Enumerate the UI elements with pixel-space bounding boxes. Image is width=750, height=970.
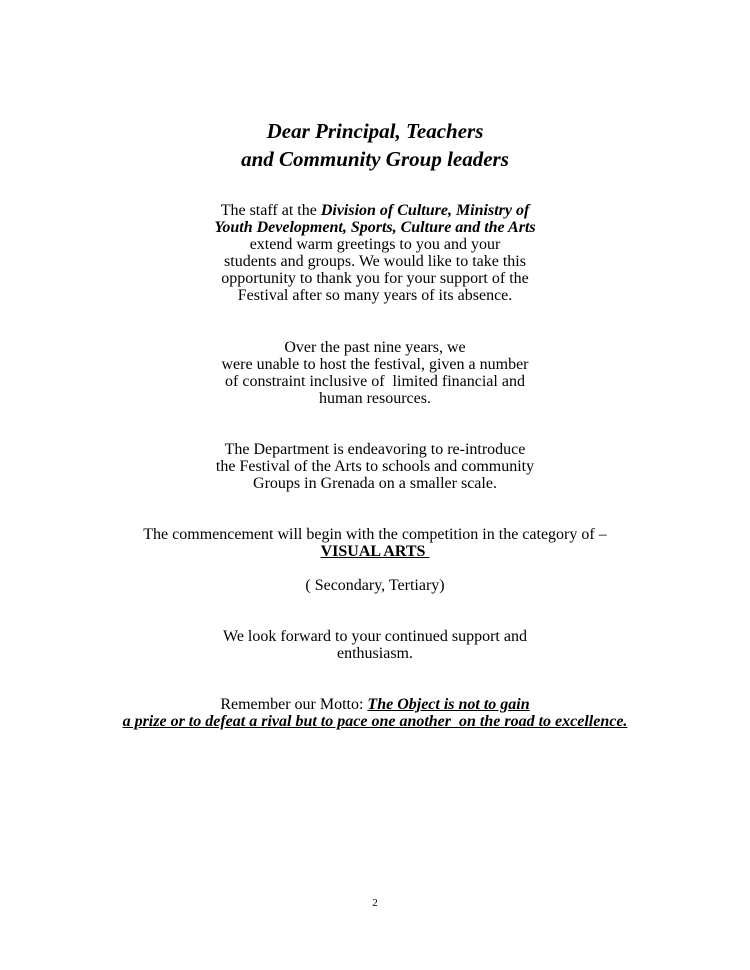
- greeting-line-5: opportunity to thank you for your support of the: [221, 270, 529, 287]
- levels-paragraph: [0, 577, 750, 594]
- motto-intro: Remember our Motto:: [220, 696, 368, 713]
- greeting-line-6: Festival after so many years of its absence.: [237, 287, 513, 304]
- motto-paragraph: [0, 696, 750, 730]
- greeting-line-4: students and groups. We would like to take this: [224, 253, 526, 270]
- levels-text: ( Secondary, Tertiary): [305, 577, 445, 594]
- organization-name-2: Youth Development, Sports, Culture and the Arts: [214, 219, 536, 236]
- reintroduce-paragraph: [0, 441, 750, 492]
- category-name: VISUAL ARTS: [320, 543, 430, 560]
- motto-text-2: a prize or to defeat a rival but to pace one another on the road to excellence.: [122, 713, 628, 730]
- motto-text-1: The Object is not to gain: [367, 696, 530, 713]
- motto-line-1: [0, 696, 750, 713]
- absence-line-1: Over the past nine years, we: [284, 339, 466, 356]
- absence-line-2: were unable to host the festival, given a number: [221, 356, 529, 373]
- absence-paragraph: [0, 339, 750, 407]
- closing-line-2: enthusiasm.: [337, 645, 413, 662]
- greeting-intro: The staff at the: [220, 202, 321, 219]
- closing-line-1: We look forward to your continued support and: [223, 628, 527, 645]
- commencement-paragraph: [0, 526, 750, 560]
- commencement-line: The commencement will begin with the competition in the category of –: [143, 526, 607, 543]
- absence-line-4: human resources.: [319, 390, 431, 407]
- salutation-line-2: and Community Group leaders: [241, 147, 509, 171]
- page-number: 2: [372, 897, 378, 909]
- absence-line-3: of constraint inclusive of limited financial and: [225, 373, 525, 390]
- reintroduce-line-2: the Festival of the Arts to schools and community: [215, 458, 535, 475]
- closing-paragraph: [0, 628, 750, 662]
- greeting-line-1: [0, 202, 750, 219]
- letter-salutation: [0, 117, 750, 173]
- salutation-line-1: Dear Principal, Teachers: [266, 119, 484, 143]
- greeting-line-3: extend warm greetings to you and your: [249, 236, 501, 253]
- organization-name-1: Division of Culture, Ministry of: [320, 202, 530, 219]
- reintroduce-line-3: Groups in Grenada on a smaller scale.: [253, 475, 497, 492]
- greeting-paragraph: [0, 202, 750, 304]
- reintroduce-line-1: The Department is endeavoring to re-introduce: [224, 441, 526, 458]
